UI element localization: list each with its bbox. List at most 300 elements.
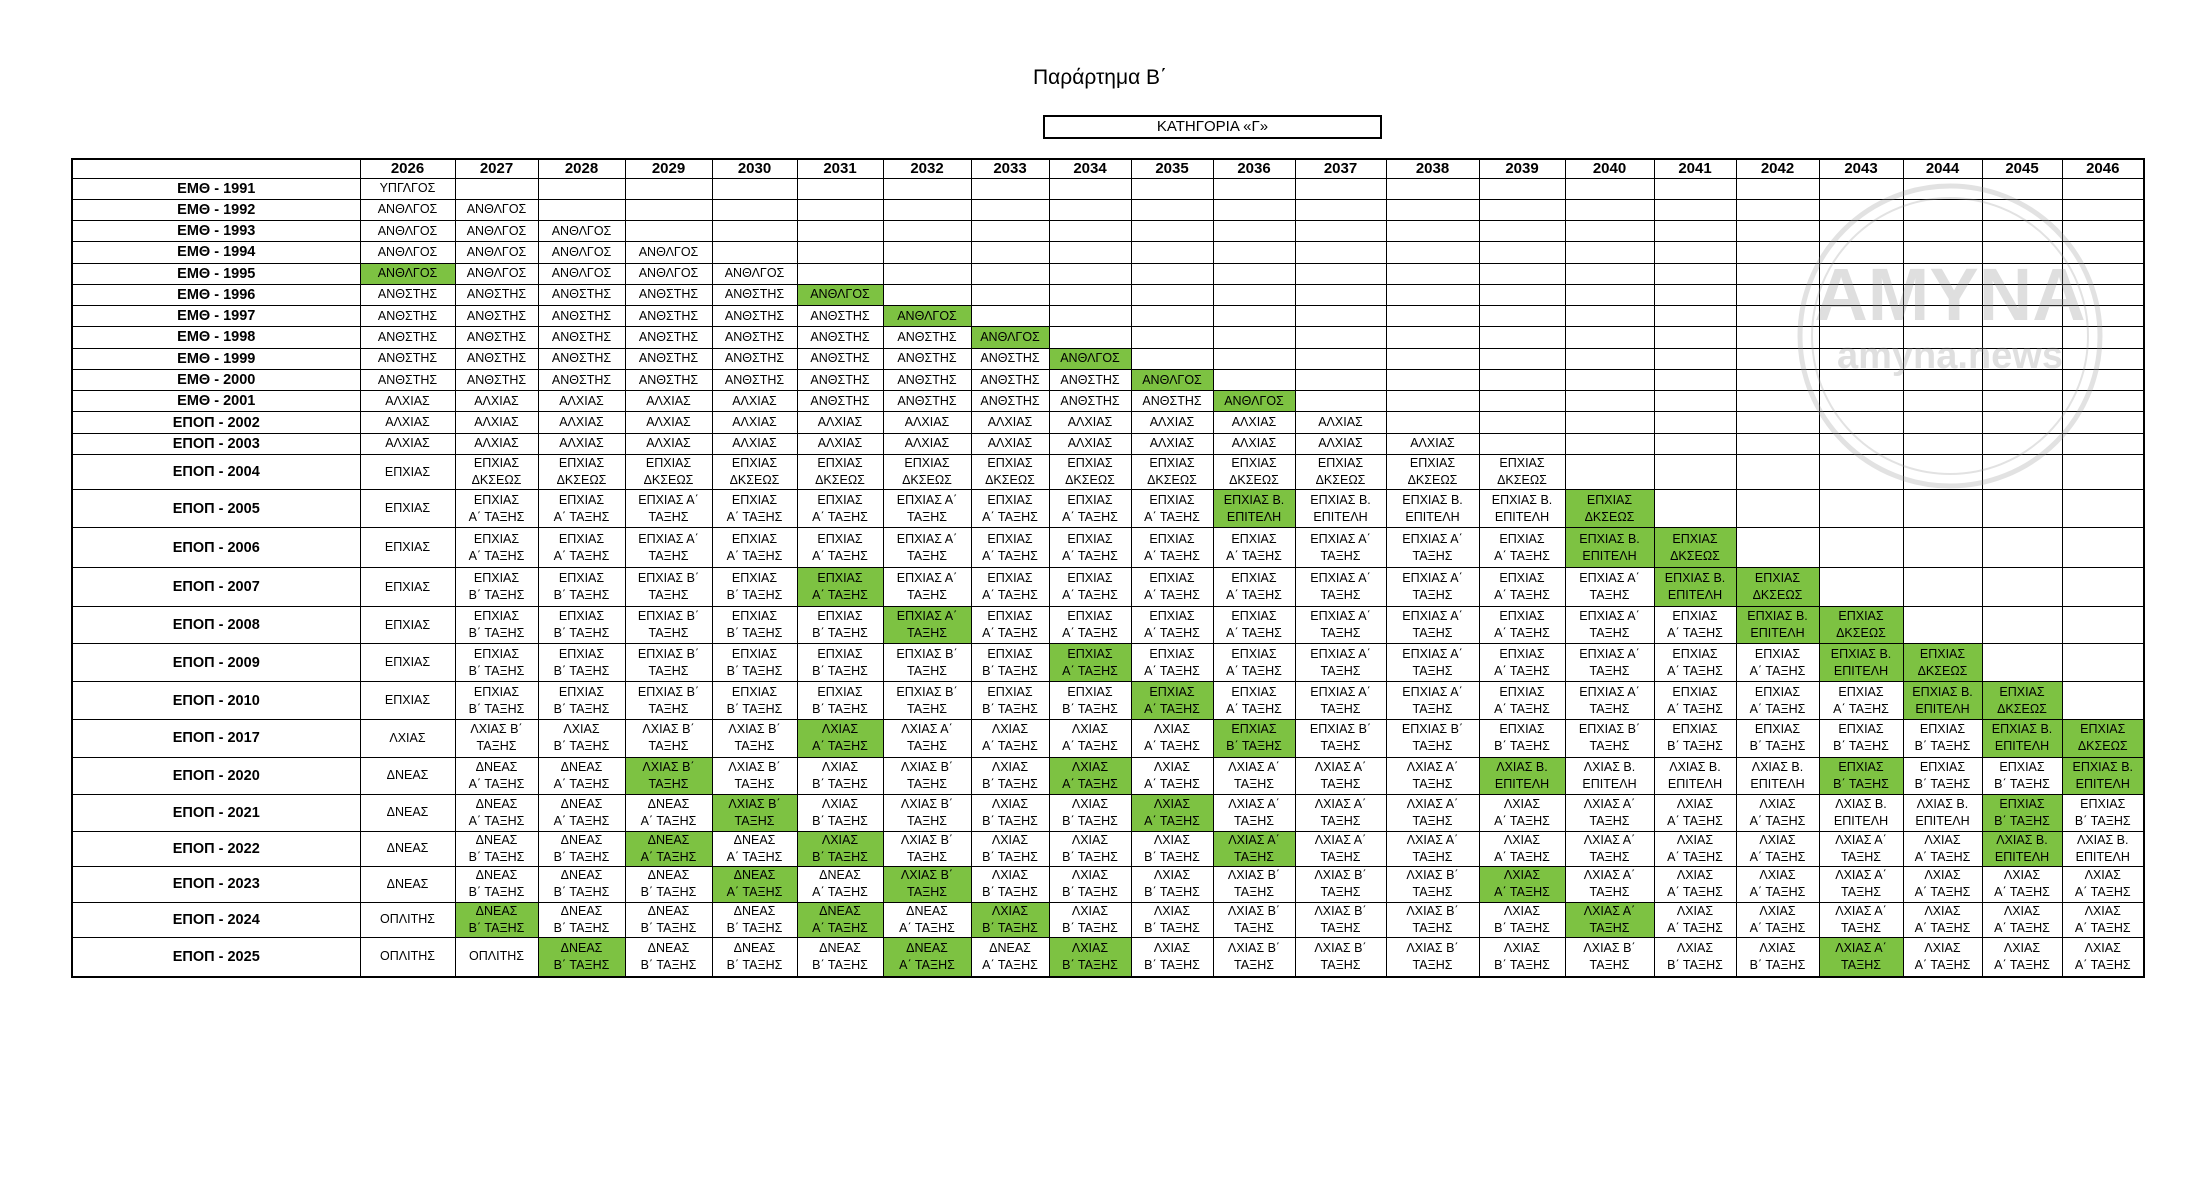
category-box: ΚΑΤΗΓΟΡΙΑ «Γ» xyxy=(1043,115,1382,139)
rank-cell: ΛΧΙΑΣ Α΄ ΤΑΞΗΣ xyxy=(1819,902,1903,937)
rank-cell: ΛΧΙΑΣ Α΄ ΤΑΞΗΣ xyxy=(1295,831,1386,866)
empty-cell xyxy=(1565,412,1654,433)
empty-cell xyxy=(1736,263,1819,284)
rank-cell: ΕΠΧΙΑΣ Α΄ ΤΑΞΗΣ xyxy=(1131,490,1213,527)
empty-cell xyxy=(971,284,1049,305)
rank-cell-highlighted: ΑΝΘΛΓΟΣ xyxy=(1049,348,1131,369)
empty-cell xyxy=(1982,242,2062,263)
cohort-label: ΕΠΟΠ - 2020 xyxy=(72,757,360,794)
table-row xyxy=(72,199,2144,220)
empty-cell xyxy=(1982,284,2062,305)
empty-cell xyxy=(538,178,625,199)
rank-cell: ΕΠΧΙΑΣ Α΄ ΤΑΞΗΣ xyxy=(1131,568,1213,606)
rank-cell: ΕΠΧΙΑΣ xyxy=(360,568,455,606)
empty-cell xyxy=(1982,644,2062,681)
empty-cell xyxy=(1819,263,1903,284)
empty-cell xyxy=(1654,348,1736,369)
rank-cell: ΕΠΧΙΑΣ Α΄ ΤΑΞΗΣ xyxy=(625,527,712,568)
rank-cell: ΕΠΧΙΑΣ Β΄ ΤΑΞΗΣ xyxy=(1819,720,1903,757)
rank-cell: ΛΧΙΑΣ Α΄ ΤΑΞΗΣ xyxy=(1982,902,2062,937)
cohort-label: ΕΜΘ - 1997 xyxy=(72,306,360,327)
year-header: 2040 xyxy=(1565,159,1654,178)
empty-cell xyxy=(1295,178,1386,199)
empty-cell xyxy=(1654,490,1736,527)
empty-cell xyxy=(1131,263,1213,284)
rank-cell: ΕΠΧΙΑΣ Β΄ ΤΑΞΗΣ xyxy=(625,644,712,681)
empty-cell xyxy=(2062,527,2144,568)
empty-cell xyxy=(1479,306,1565,327)
rank-cell: ΕΠΧΙΑΣ Α΄ ΤΑΞΗΣ xyxy=(1479,527,1565,568)
rank-cell-highlighted: ΑΝΘΛΓΟΣ xyxy=(360,263,455,284)
rank-cell: ΟΠΛΙΤΗΣ xyxy=(455,937,538,977)
empty-cell xyxy=(1819,306,1903,327)
rank-cell: ΕΠΧΙΑΣ Α΄ ΤΑΞΗΣ xyxy=(1386,606,1479,643)
empty-cell xyxy=(1654,391,1736,412)
rank-cell: ΛΧΙΑΣ Β΄ ΤΑΞΗΣ xyxy=(1213,867,1295,902)
rank-cell-highlighted: ΕΠΧΙΑΣ Β΄ ΤΑΞΗΣ xyxy=(1819,757,1903,794)
empty-cell xyxy=(1386,221,1479,242)
rank-cell: ΑΝΘΛΓΟΣ xyxy=(538,263,625,284)
rank-cell: ΛΧΙΑΣ Α΄ ΤΑΞΗΣ xyxy=(2062,937,2144,977)
empty-cell xyxy=(1903,606,1982,643)
rank-cell: ΛΧΙΑΣ Α΄ ΤΑΞΗΣ xyxy=(1654,831,1736,866)
rank-cell: ΕΠΧΙΑΣ Α΄ ΤΑΞΗΣ xyxy=(797,527,883,568)
empty-cell xyxy=(1982,221,2062,242)
rank-cell: ΔΝΕΑΣ Α΄ ΤΑΞΗΣ xyxy=(455,757,538,794)
empty-cell xyxy=(1295,263,1386,284)
rank-cell: ΛΧΙΑΣ Β΄ ΤΑΞΗΣ xyxy=(1654,937,1736,977)
rank-cell: ΑΛΧΙΑΣ xyxy=(971,433,1049,454)
rank-cell: ΕΠΧΙΑΣ Α΄ ΤΑΞΗΣ xyxy=(1213,568,1295,606)
rank-cell: ΑΛΧΙΑΣ xyxy=(538,391,625,412)
empty-cell xyxy=(1479,242,1565,263)
rank-cell: ΑΝΘΣΤΗΣ xyxy=(712,306,797,327)
rank-cell: ΛΧΙΑΣ Β΄ ΤΑΞΗΣ xyxy=(1213,902,1295,937)
empty-cell xyxy=(1819,284,1903,305)
rank-cell: ΕΠΧΙΑΣ xyxy=(360,527,455,568)
rank-cell: ΛΧΙΑΣ Α΄ ΤΑΞΗΣ xyxy=(1386,757,1479,794)
cohort-label: ΕΠΟΠ - 2005 xyxy=(72,490,360,527)
rank-cell: ΑΝΘΣΤΗΣ xyxy=(971,348,1049,369)
rank-cell: ΛΧΙΑΣ Α΄ ΤΑΞΗΣ xyxy=(1736,831,1819,866)
table-row xyxy=(72,242,2144,263)
rank-cell: ΛΧΙΑΣ Α΄ ΤΑΞΗΣ xyxy=(1654,867,1736,902)
rank-cell: ΑΝΘΣΤΗΣ xyxy=(883,391,971,412)
year-header: 2028 xyxy=(538,159,625,178)
rank-cell: ΛΧΙΑΣ Β΄ ΤΑΞΗΣ xyxy=(1295,937,1386,977)
rank-cell: ΕΠΧΙΑΣ Α΄ ΤΑΞΗΣ xyxy=(1565,681,1654,719)
empty-cell xyxy=(1049,327,1131,348)
empty-cell xyxy=(1131,327,1213,348)
rank-cell-highlighted: ΕΠΧΙΑΣ Β. ΕΠΙΤΕΛΗ xyxy=(1565,527,1654,568)
rank-cell: ΑΝΘΛΓΟΣ xyxy=(360,221,455,242)
rank-cell: ΕΠΧΙΑΣ ΔΚΣΕΩΣ xyxy=(455,454,538,489)
rank-cell: ΑΛΧΙΑΣ xyxy=(360,433,455,454)
rank-cell: ΛΧΙΑΣ Α΄ ΤΑΞΗΣ xyxy=(1479,831,1565,866)
empty-cell xyxy=(1213,242,1295,263)
table-row xyxy=(72,831,2144,866)
rank-cell: ΕΠΧΙΑΣ Β΄ ΤΑΞΗΣ xyxy=(1903,757,1982,794)
rank-cell: ΕΠΧΙΑΣ Β΄ ΤΑΞΗΣ xyxy=(712,568,797,606)
year-header: 2044 xyxy=(1903,159,1982,178)
rank-cell: ΕΠΧΙΑΣ Β. ΕΠΙΤΕΛΗ xyxy=(1386,490,1479,527)
rank-cell: ΕΠΧΙΑΣ Β΄ ΤΑΞΗΣ xyxy=(1654,720,1736,757)
empty-cell xyxy=(1736,284,1819,305)
rank-cell: ΕΠΧΙΑΣ Α΄ ΤΑΞΗΣ xyxy=(625,490,712,527)
empty-cell xyxy=(1565,391,1654,412)
empty-cell xyxy=(1654,412,1736,433)
rank-cell: ΕΠΧΙΑΣ Β΄ ΤΑΞΗΣ xyxy=(971,644,1049,681)
rank-cell: ΑΝΘΣΤΗΣ xyxy=(971,391,1049,412)
rank-cell: ΕΠΧΙΑΣ Β΄ ΤΑΞΗΣ xyxy=(625,606,712,643)
rank-cell: ΛΧΙΑΣ Α΄ ΤΑΞΗΣ xyxy=(1819,831,1903,866)
rank-cell: ΛΧΙΑΣ Β΄ ΤΑΞΗΣ xyxy=(1386,867,1479,902)
cohort-label: ΕΠΟΠ - 2023 xyxy=(72,867,360,902)
empty-cell xyxy=(1982,348,2062,369)
empty-cell xyxy=(2062,242,2144,263)
empty-cell xyxy=(883,263,971,284)
empty-cell xyxy=(1479,284,1565,305)
rank-cell: ΕΠΧΙΑΣ Α΄ ΤΑΞΗΣ xyxy=(1295,681,1386,719)
empty-cell xyxy=(1903,199,1982,220)
rank-cell: ΛΧΙΑΣ Β΄ ΤΑΞΗΣ xyxy=(883,795,971,831)
rank-cell: ΕΠΧΙΑΣ Β΄ ΤΑΞΗΣ xyxy=(2062,795,2144,831)
cohort-label: ΕΜΘ - 2000 xyxy=(72,369,360,390)
table-row xyxy=(72,720,2144,757)
rank-cell: ΛΧΙΑΣ Β΄ ΤΑΞΗΣ xyxy=(1565,937,1654,977)
rank-cell: ΑΝΘΣΤΗΣ xyxy=(625,348,712,369)
empty-cell xyxy=(1654,221,1736,242)
empty-cell xyxy=(2062,606,2144,643)
empty-cell xyxy=(1736,221,1819,242)
rank-cell: ΑΝΘΣΤΗΣ xyxy=(360,306,455,327)
empty-cell xyxy=(1654,178,1736,199)
rank-cell: ΑΝΘΣΤΗΣ xyxy=(538,348,625,369)
year-header: 2035 xyxy=(1131,159,1213,178)
year-header: 2030 xyxy=(712,159,797,178)
empty-cell xyxy=(1386,391,1479,412)
rank-cell: ΛΧΙΑΣ Β΄ ΤΑΞΗΣ xyxy=(797,757,883,794)
year-header: 2041 xyxy=(1654,159,1736,178)
rank-cell: ΛΧΙΑΣ Α΄ ΤΑΞΗΣ xyxy=(1565,795,1654,831)
empty-cell xyxy=(971,199,1049,220)
cohort-label: ΕΠΟΠ - 2021 xyxy=(72,795,360,831)
rank-cell: ΑΝΘΣΤΗΣ xyxy=(455,369,538,390)
rank-cell: ΑΛΧΙΑΣ xyxy=(1386,433,1479,454)
empty-cell xyxy=(1654,369,1736,390)
rank-cell: ΔΝΕΑΣ Β΄ ΤΑΞΗΣ xyxy=(538,902,625,937)
rank-cell: ΛΧΙΑΣ Β΄ ΤΑΞΗΣ xyxy=(971,831,1049,866)
rank-cell: ΕΠΧΙΑΣ ΔΚΣΕΩΣ xyxy=(625,454,712,489)
rank-cell: ΕΠΧΙΑΣ Β΄ ΤΑΞΗΣ xyxy=(625,681,712,719)
rank-cell: ΔΝΕΑΣ Β΄ ΤΑΞΗΣ xyxy=(455,867,538,902)
rank-cell: ΑΝΘΣΤΗΣ xyxy=(455,327,538,348)
rank-cell: ΕΠΧΙΑΣ ΔΚΣΕΩΣ xyxy=(1386,454,1479,489)
empty-cell xyxy=(1565,284,1654,305)
empty-cell xyxy=(1982,263,2062,284)
cohort-label: ΕΜΘ - 2001 xyxy=(72,391,360,412)
empty-cell xyxy=(1736,391,1819,412)
empty-cell xyxy=(1982,199,2062,220)
rank-cell: ΑΝΘΣΤΗΣ xyxy=(797,348,883,369)
rank-cell: ΛΧΙΑΣ Α΄ ΤΑΞΗΣ xyxy=(1736,795,1819,831)
empty-cell xyxy=(2062,644,2144,681)
rank-cell: ΔΝΕΑΣ Α΄ ΤΑΞΗΣ xyxy=(712,831,797,866)
empty-cell xyxy=(971,263,1049,284)
rank-cell-highlighted: ΔΝΕΑΣ Α΄ ΤΑΞΗΣ xyxy=(625,831,712,866)
rank-cell: ΑΝΘΛΓΟΣ xyxy=(712,263,797,284)
empty-cell xyxy=(1819,221,1903,242)
rank-cell-highlighted: ΛΧΙΑΣ Β΄ ΤΑΞΗΣ xyxy=(712,795,797,831)
rank-cell: ΕΠΧΙΑΣ Α΄ ΤΑΞΗΣ xyxy=(1736,681,1819,719)
empty-cell xyxy=(1386,199,1479,220)
rank-cell: ΕΠΧΙΑΣ Β΄ ΤΑΞΗΣ xyxy=(1565,720,1654,757)
rank-cell: ΕΠΧΙΑΣ Α΄ ΤΑΞΗΣ xyxy=(883,527,971,568)
rank-cell: ΛΧΙΑΣ Β. ΕΠΙΤΕΛΗ xyxy=(1654,757,1736,794)
rank-cell: ΛΧΙΑΣ Β΄ ΤΑΞΗΣ xyxy=(971,795,1049,831)
empty-cell xyxy=(2062,681,2144,719)
empty-cell xyxy=(1819,178,1903,199)
rank-cell: ΛΧΙΑΣ Α΄ ΤΑΞΗΣ xyxy=(1295,795,1386,831)
cohort-label: ΕΠΟΠ - 2007 xyxy=(72,568,360,606)
empty-cell xyxy=(455,178,538,199)
empty-cell xyxy=(1982,568,2062,606)
rank-cell: ΛΧΙΑΣ Β΄ ΤΑΞΗΣ xyxy=(1049,902,1131,937)
rank-cell: ΑΝΘΣΤΗΣ xyxy=(797,369,883,390)
empty-cell xyxy=(1213,221,1295,242)
rank-cell: ΛΧΙΑΣ Β΄ ΤΑΞΗΣ xyxy=(1386,902,1479,937)
rank-cell: ΛΧΙΑΣ Β. ΕΠΙΤΕΛΗ xyxy=(1565,757,1654,794)
rank-cell: ΕΠΧΙΑΣ xyxy=(360,606,455,643)
empty-cell xyxy=(1903,412,1982,433)
rank-cell-highlighted: ΕΠΧΙΑΣ Α΄ ΤΑΞΗΣ xyxy=(797,568,883,606)
rank-cell: ΕΠΧΙΑΣ ΔΚΣΕΩΣ xyxy=(971,454,1049,489)
empty-cell xyxy=(1131,242,1213,263)
rank-cell: ΑΝΘΣΤΗΣ xyxy=(625,284,712,305)
rank-cell: ΔΝΕΑΣ Β΄ ΤΑΞΗΣ xyxy=(625,867,712,902)
rank-cell: ΕΠΧΙΑΣ Α΄ ΤΑΞΗΣ xyxy=(538,490,625,527)
rank-cell: ΛΧΙΑΣ Α΄ ΤΑΞΗΣ xyxy=(883,720,971,757)
table-row xyxy=(72,681,2144,719)
watermark-text: AMYNA xyxy=(1814,253,2086,336)
empty-cell xyxy=(971,306,1049,327)
empty-cell xyxy=(1295,221,1386,242)
table-row xyxy=(72,412,2144,433)
empty-cell xyxy=(538,199,625,220)
rank-cell-highlighted: ΛΧΙΑΣ Β΄ ΤΑΞΗΣ xyxy=(971,902,1049,937)
empty-cell xyxy=(1654,454,1736,489)
empty-cell xyxy=(1386,178,1479,199)
empty-cell xyxy=(1982,306,2062,327)
rank-cell-highlighted: ΕΠΧΙΑΣ Β. ΕΠΙΤΕΛΗ xyxy=(1654,568,1736,606)
rank-cell: ΕΠΧΙΑΣ Β΄ ΤΑΞΗΣ xyxy=(1903,720,1982,757)
empty-cell xyxy=(712,221,797,242)
rank-cell: ΕΠΧΙΑΣ Α΄ ΤΑΞΗΣ xyxy=(1654,606,1736,643)
rank-cell: ΕΠΧΙΑΣ Α΄ ΤΑΞΗΣ xyxy=(1479,681,1565,719)
rank-cell: ΑΛΧΙΑΣ xyxy=(455,391,538,412)
rank-cell: ΛΧΙΑΣ Β΄ ΤΑΞΗΣ xyxy=(1049,867,1131,902)
rank-cell: ΔΝΕΑΣ Α΄ ΤΑΞΗΣ xyxy=(538,757,625,794)
rank-cell-highlighted: ΕΠΧΙΑΣ Α΄ ΤΑΞΗΣ xyxy=(883,606,971,643)
cohort-label: ΕΠΟΠ - 2003 xyxy=(72,433,360,454)
empty-cell xyxy=(1819,242,1903,263)
empty-cell xyxy=(1736,454,1819,489)
rank-cell-highlighted: ΛΧΙΑΣ Α΄ ΤΑΞΗΣ xyxy=(1049,757,1131,794)
rank-cell: ΕΠΧΙΑΣ Β΄ ΤΑΞΗΣ xyxy=(1982,757,2062,794)
empty-cell xyxy=(1479,199,1565,220)
rank-cell: ΛΧΙΑΣ Β. ΕΠΙΤΕΛΗ xyxy=(1819,795,1903,831)
rank-cell: ΛΧΙΑΣ Β΄ ΤΑΞΗΣ xyxy=(971,757,1049,794)
year-header: 2037 xyxy=(1295,159,1386,178)
rank-cell-highlighted: ΑΝΘΛΓΟΣ xyxy=(883,306,971,327)
empty-cell xyxy=(1903,527,1982,568)
rank-cell-highlighted: ΔΝΕΑΣ Α΄ ΤΑΞΗΣ xyxy=(797,902,883,937)
empty-cell xyxy=(2062,221,2144,242)
rank-cell-highlighted: ΕΠΧΙΑΣ Β. ΕΠΙΤΕΛΗ xyxy=(1982,720,2062,757)
rank-cell: ΔΝΕΑΣ Β΄ ΤΑΞΗΣ xyxy=(712,902,797,937)
rank-cell: ΕΠΧΙΑΣ Β΄ ΤΑΞΗΣ xyxy=(1479,720,1565,757)
empty-cell xyxy=(1295,284,1386,305)
empty-cell xyxy=(1386,306,1479,327)
rank-cell: ΑΝΘΣΤΗΣ xyxy=(1131,391,1213,412)
rank-cell: ΛΧΙΑΣ Β΄ ΤΑΞΗΣ xyxy=(1295,902,1386,937)
rank-cell: ΛΧΙΑΣ Α΄ ΤΑΞΗΣ xyxy=(1565,867,1654,902)
rank-cell: ΑΛΧΙΑΣ xyxy=(1131,433,1213,454)
rank-cell: ΔΝΕΑΣ Α΄ ΤΑΞΗΣ xyxy=(883,902,971,937)
rank-cell: ΑΝΘΣΤΗΣ xyxy=(797,391,883,412)
cohort-label: ΕΠΟΠ - 2006 xyxy=(72,527,360,568)
table-row xyxy=(72,284,2144,305)
rank-cell: ΑΝΘΣΤΗΣ xyxy=(712,348,797,369)
rank-cell: ΕΠΧΙΑΣ Α΄ ΤΑΞΗΣ xyxy=(1295,527,1386,568)
rank-cell: ΕΠΧΙΑΣ Α΄ ΤΑΞΗΣ xyxy=(1479,644,1565,681)
empty-cell xyxy=(1049,242,1131,263)
cohort-label: ΕΜΘ - 1998 xyxy=(72,327,360,348)
year-header: 2042 xyxy=(1736,159,1819,178)
rank-cell: ΕΠΧΙΑΣ Β΄ ΤΑΞΗΣ xyxy=(538,681,625,719)
empty-cell xyxy=(1903,242,1982,263)
rank-cell: ΛΧΙΑΣ Β΄ ΤΑΞΗΣ xyxy=(1736,937,1819,977)
rank-cell: ΛΧΙΑΣ Β΄ ΤΑΞΗΣ xyxy=(883,831,971,866)
rank-cell: ΑΛΧΙΑΣ xyxy=(1131,412,1213,433)
rank-cell-highlighted: ΛΧΙΑΣ Α΄ ΤΑΞΗΣ xyxy=(1819,937,1903,977)
year-header: 2034 xyxy=(1049,159,1131,178)
rank-cell: ΑΝΘΣΤΗΣ xyxy=(538,306,625,327)
rank-cell: ΛΧΙΑΣ Β΄ ΤΑΞΗΣ xyxy=(712,757,797,794)
rank-cell: ΛΧΙΑΣ Α΄ ΤΑΞΗΣ xyxy=(1386,831,1479,866)
rank-cell-highlighted: ΕΠΧΙΑΣ Β. ΕΠΙΤΕΛΗ xyxy=(2062,757,2144,794)
empty-cell xyxy=(1386,263,1479,284)
rank-cell: ΕΠΧΙΑΣ Α΄ ΤΑΞΗΣ xyxy=(971,490,1049,527)
rank-cell: ΛΧΙΑΣ Α΄ ΤΑΞΗΣ xyxy=(1903,902,1982,937)
rank-cell-highlighted: ΛΧΙΑΣ Α΄ ΤΑΞΗΣ xyxy=(1131,795,1213,831)
rank-cell: ΑΝΘΣΤΗΣ xyxy=(797,306,883,327)
rank-cell: ΛΧΙΑΣ Β΄ ΤΑΞΗΣ xyxy=(625,720,712,757)
empty-cell xyxy=(1654,263,1736,284)
rank-cell: ΟΠΛΙΤΗΣ xyxy=(360,902,455,937)
rank-cell: ΛΧΙΑΣ Α΄ ΤΑΞΗΣ xyxy=(1295,757,1386,794)
rank-cell-highlighted: ΔΝΕΑΣ Α΄ ΤΑΞΗΣ xyxy=(712,867,797,902)
empty-cell xyxy=(1131,348,1213,369)
year-header: 2038 xyxy=(1386,159,1479,178)
empty-cell xyxy=(1819,527,1903,568)
rank-cell: ΕΠΧΙΑΣ Α΄ ΤΑΞΗΣ xyxy=(1213,681,1295,719)
empty-cell xyxy=(1386,348,1479,369)
rank-cell: ΛΧΙΑΣ Β. ΕΠΙΤΕΛΗ xyxy=(2062,831,2144,866)
rank-cell: ΕΠΧΙΑΣ ΔΚΣΕΩΣ xyxy=(883,454,971,489)
rank-cell: ΕΠΧΙΑΣ Α΄ ΤΑΞΗΣ xyxy=(1565,606,1654,643)
cohort-label: ΕΜΘ - 1993 xyxy=(72,221,360,242)
rank-cell: ΑΝΘΣΤΗΣ xyxy=(538,284,625,305)
empty-cell xyxy=(797,263,883,284)
empty-cell xyxy=(625,221,712,242)
rank-cell: ΕΠΧΙΑΣ xyxy=(360,490,455,527)
rank-cell: ΕΠΧΙΑΣ Α΄ ΤΑΞΗΣ xyxy=(1049,568,1131,606)
empty-cell xyxy=(712,199,797,220)
cohort-label: ΕΜΘ - 1991 xyxy=(72,178,360,199)
empty-cell xyxy=(1736,490,1819,527)
rank-cell: ΛΧΙΑΣ Β΄ ΤΑΞΗΣ xyxy=(1049,831,1131,866)
empty-cell xyxy=(1565,199,1654,220)
empty-cell xyxy=(1049,178,1131,199)
empty-cell xyxy=(2062,391,2144,412)
empty-cell xyxy=(2062,306,2144,327)
empty-cell xyxy=(971,178,1049,199)
rank-cell: ΕΠΧΙΑΣ Α΄ ΤΑΞΗΣ xyxy=(971,606,1049,643)
empty-cell xyxy=(1386,369,1479,390)
rank-cell-highlighted: ΛΧΙΑΣ Α΄ ΤΑΞΗΣ xyxy=(1565,902,1654,937)
empty-cell xyxy=(1565,369,1654,390)
empty-cell xyxy=(1654,284,1736,305)
rank-cell: ΥΠΓΛΓΟΣ xyxy=(360,178,455,199)
empty-cell xyxy=(1982,433,2062,454)
empty-cell xyxy=(1479,263,1565,284)
table-row xyxy=(72,327,2144,348)
rank-cell: ΑΛΧΙΑΣ xyxy=(971,412,1049,433)
empty-cell xyxy=(1131,178,1213,199)
empty-cell xyxy=(2062,348,2144,369)
year-header: 2046 xyxy=(2062,159,2144,178)
empty-cell xyxy=(712,242,797,263)
empty-cell xyxy=(1479,221,1565,242)
empty-cell xyxy=(1736,242,1819,263)
year-header-row xyxy=(72,159,2144,178)
rank-cell: ΕΠΧΙΑΣ Α΄ ΤΑΞΗΣ xyxy=(1736,644,1819,681)
rank-cell: ΑΝΘΣΤΗΣ xyxy=(625,369,712,390)
cohort-label: ΕΠΟΠ - 2004 xyxy=(72,454,360,489)
empty-cell xyxy=(1819,369,1903,390)
rank-cell: ΛΧΙΑΣ Α΄ ΤΑΞΗΣ xyxy=(1479,795,1565,831)
year-header: 2045 xyxy=(1982,159,2062,178)
rank-cell: ΕΠΧΙΑΣ Α΄ ΤΑΞΗΣ xyxy=(455,490,538,527)
empty-cell xyxy=(1819,433,1903,454)
cohort-label: ΕΠΟΠ - 2009 xyxy=(72,644,360,681)
empty-cell xyxy=(2062,490,2144,527)
rank-cell: ΕΠΧΙΑΣ Β΄ ΤΑΞΗΣ xyxy=(797,606,883,643)
rank-cell: ΛΧΙΑΣ Α΄ ΤΑΞΗΣ xyxy=(1903,867,1982,902)
rank-cell: ΕΠΧΙΑΣ ΔΚΣΕΩΣ xyxy=(1049,454,1131,489)
cohort-label: ΕΠΟΠ - 2002 xyxy=(72,412,360,433)
rank-cell: ΛΧΙΑΣ Β. ΕΠΙΤΕΛΗ xyxy=(1903,795,1982,831)
empty-cell xyxy=(1736,369,1819,390)
empty-cell xyxy=(2062,178,2144,199)
rank-cell: ΕΠΧΙΑΣ Α΄ ΤΑΞΗΣ xyxy=(455,527,538,568)
rank-cell: ΑΝΘΣΤΗΣ xyxy=(712,327,797,348)
rank-cell-highlighted: ΛΧΙΑΣ Β΄ ΤΑΞΗΣ xyxy=(625,757,712,794)
empty-cell xyxy=(1131,199,1213,220)
rank-cell: ΑΝΘΛΓΟΣ xyxy=(538,242,625,263)
rank-cell: ΛΧΙΑΣ Β΄ ΤΑΞΗΣ xyxy=(455,720,538,757)
